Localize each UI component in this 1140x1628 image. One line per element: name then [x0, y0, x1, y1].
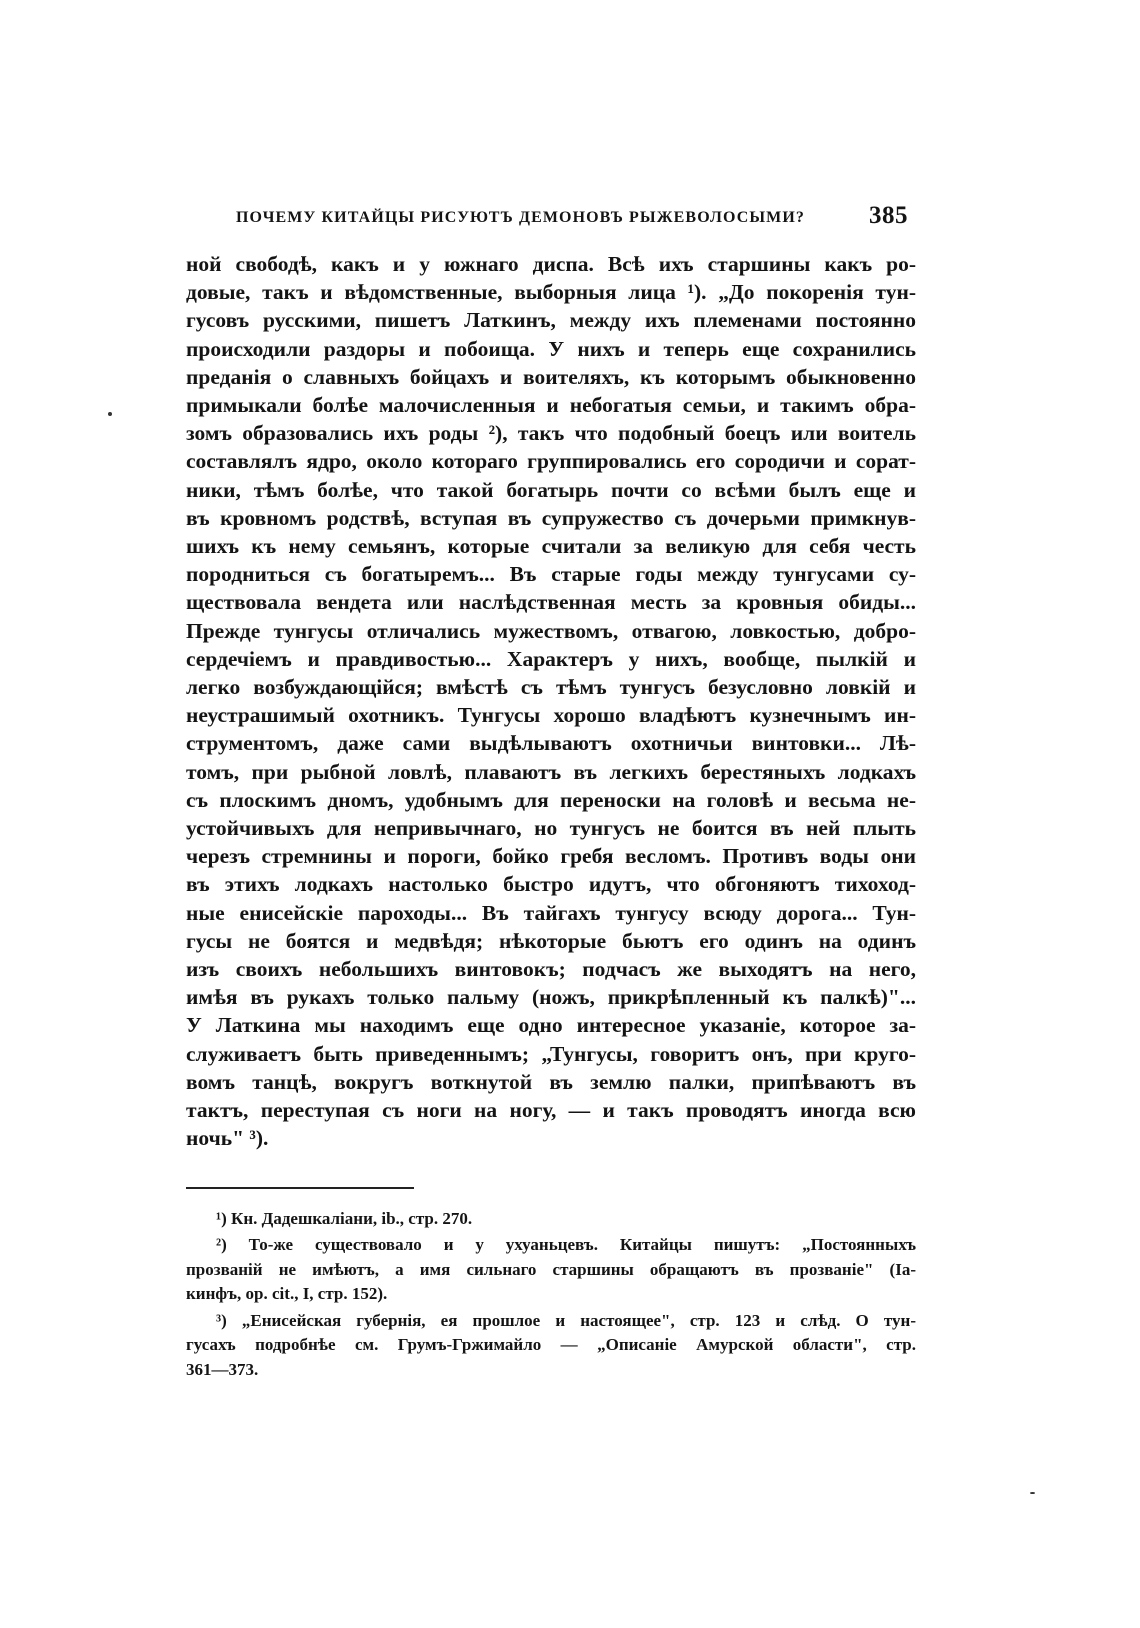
- footnote-line: ²) То-же существовало и у ухуаньцевъ. Китайцы пишутъ: „Постоянныхъ: [216, 1235, 916, 1254]
- text-line: вомъ танцѣ, вокругъ воткнутой въ землю палки, припѣваютъ въ: [186, 1069, 916, 1094]
- page-number: 385: [869, 202, 908, 229]
- footnote-line: кинфъ, op. cit., I, стр. 152).: [186, 1284, 388, 1303]
- footnote-line: 361—373.: [186, 1359, 259, 1379]
- footnotes: [186, 1207, 916, 1383]
- running-head-title: ПОЧЕМУ КИТАЙЦЫ РИСУЮТЪ ДЕМОНОВЪ РЫЖЕВОЛОСЫМИ?: [236, 209, 806, 226]
- footnote-line: ¹) Кн. Дадешкаліани, ib., стр. 270.: [216, 1208, 473, 1228]
- footnote-3: [186, 1309, 916, 1383]
- footnote-2: [186, 1233, 916, 1307]
- text-line: служиваетъ быть приведеннымъ; „Тунгусы, говоритъ онъ, при круго-: [186, 1041, 916, 1066]
- text-line: сердечіемъ и правдивостью... Характеръ у нихъ, вообще, пылкій и: [186, 646, 916, 671]
- text-line: ники, тѣмъ болѣе, что такой богатырь почти со всѣми былъ еще и: [186, 477, 916, 502]
- text-line: составлялъ ядро, около котораго группировались его сородичи и сорат-: [186, 449, 916, 474]
- text-line: гусовъ русскими, пишетъ Латкинъ, между ихъ племенами постоянно: [186, 308, 916, 333]
- book-page: [186, 200, 916, 1384]
- text-line: изъ своихъ небольшихъ винтовокъ; подчасъ же выходятъ на него,: [186, 957, 916, 982]
- footnote-1: [186, 1207, 916, 1232]
- text-line: шихъ къ нему семьянъ, которые считали за великую для себя честь: [186, 534, 916, 559]
- text-line: струментомъ, даже сами выдѣлываютъ охотничьи винтовки... Лѣ-: [186, 731, 916, 756]
- text-line: въ кровномъ родствѣ, вступая въ супружество съ дочерьми примкнув-: [186, 505, 916, 530]
- text-line: имѣя въ рукахъ только пальму (ножъ, прикрѣпленный къ палкѣ)"...: [186, 985, 916, 1010]
- text-line: ществовала вендета или наслѣдственная месть за кровныя обиды...: [186, 590, 916, 615]
- scan-speck: [1030, 1492, 1035, 1494]
- text-line: устойчивыхъ для непривычнаго, но тунгусъ не боится въ ней плыть: [186, 816, 916, 841]
- footnote-separator: [186, 1187, 414, 1189]
- text-line: довые, такъ и вѣдомственные, выборныя лица ¹). „До покоренія тун-: [186, 280, 916, 305]
- footnote-line: прозваній не имѣютъ, а имя сильнаго старшины обращаютъ въ прозваніе" (Іа-: [186, 1259, 916, 1279]
- body-text: [186, 250, 916, 1153]
- text-line: примыкали болѣе малочисленныя и небогатыя семьи, и такимъ обра-: [186, 393, 916, 418]
- text-line: съ плоскимъ дномъ, удобнымъ для переноски на головѣ и весьма не-: [186, 787, 916, 812]
- text-line: гусы не боятся и медвѣдя; нѣкоторые бьютъ его одинъ на одинъ: [186, 928, 916, 953]
- text-line: породниться съ богатыремъ... Въ старые годы между тунгусами су-: [186, 562, 916, 587]
- text-line: легко возбуждающійся; вмѣстѣ съ тѣмъ тунгусъ безусловно ловкій и: [186, 675, 916, 700]
- text-line: въ этихъ лодкахъ настолько быстро идутъ, что обгоняютъ тихоход-: [186, 872, 916, 897]
- text-line: ночь" ³).: [186, 1126, 269, 1151]
- text-line: У Латкина мы находимъ еще одно интересное указаніе, которое за-: [186, 1013, 916, 1038]
- text-line: происходили раздоры и побоища. У нихъ и теперь еще сохранились: [186, 336, 916, 361]
- running-head: [186, 200, 916, 234]
- text-line: черезъ стремнины и пороги, бойко гребя весломъ. Противъ воды они: [186, 844, 916, 869]
- text-line: зомъ образовались ихъ роды ²), такъ что подобный боецъ или воитель: [186, 421, 916, 446]
- text-line: ной свободѣ, какъ и у южнаго диспа. Всѣ ихъ старшины какъ ро-: [186, 252, 916, 276]
- text-line: Прежде тунгусы отличались мужествомъ, отвагою, ловкостью, добро-: [186, 618, 916, 643]
- scan-speck: [108, 412, 112, 416]
- footnote-line: ³) „Енисейская губернія, ея прошлое и настоящее", стр. 123 и слѣд. О тун-: [216, 1310, 916, 1330]
- text-line: томъ, при рыбной ловлѣ, плаваютъ въ легкихъ берестяныхъ лодкахъ: [186, 759, 916, 784]
- text-line: неустрашимый охотникъ. Тунгусы хорошо владѣютъ кузнечнымъ ин-: [186, 703, 916, 728]
- text-line: ные енисейскіе пароходы... Въ тайгахъ тунгусу всюду дорога... Тун-: [186, 900, 916, 925]
- text-line: преданія о славныхъ бойцахъ и воителяхъ, къ которымъ обыкновенно: [186, 364, 916, 389]
- footnote-line: гусахъ подробнѣе см. Грумъ-Гржимайло — „Описаніе Амурской области", стр.: [186, 1335, 916, 1354]
- text-line: тактъ, переступая съ ноги на ногу, — и такъ проводятъ иногда всю: [186, 1098, 916, 1123]
